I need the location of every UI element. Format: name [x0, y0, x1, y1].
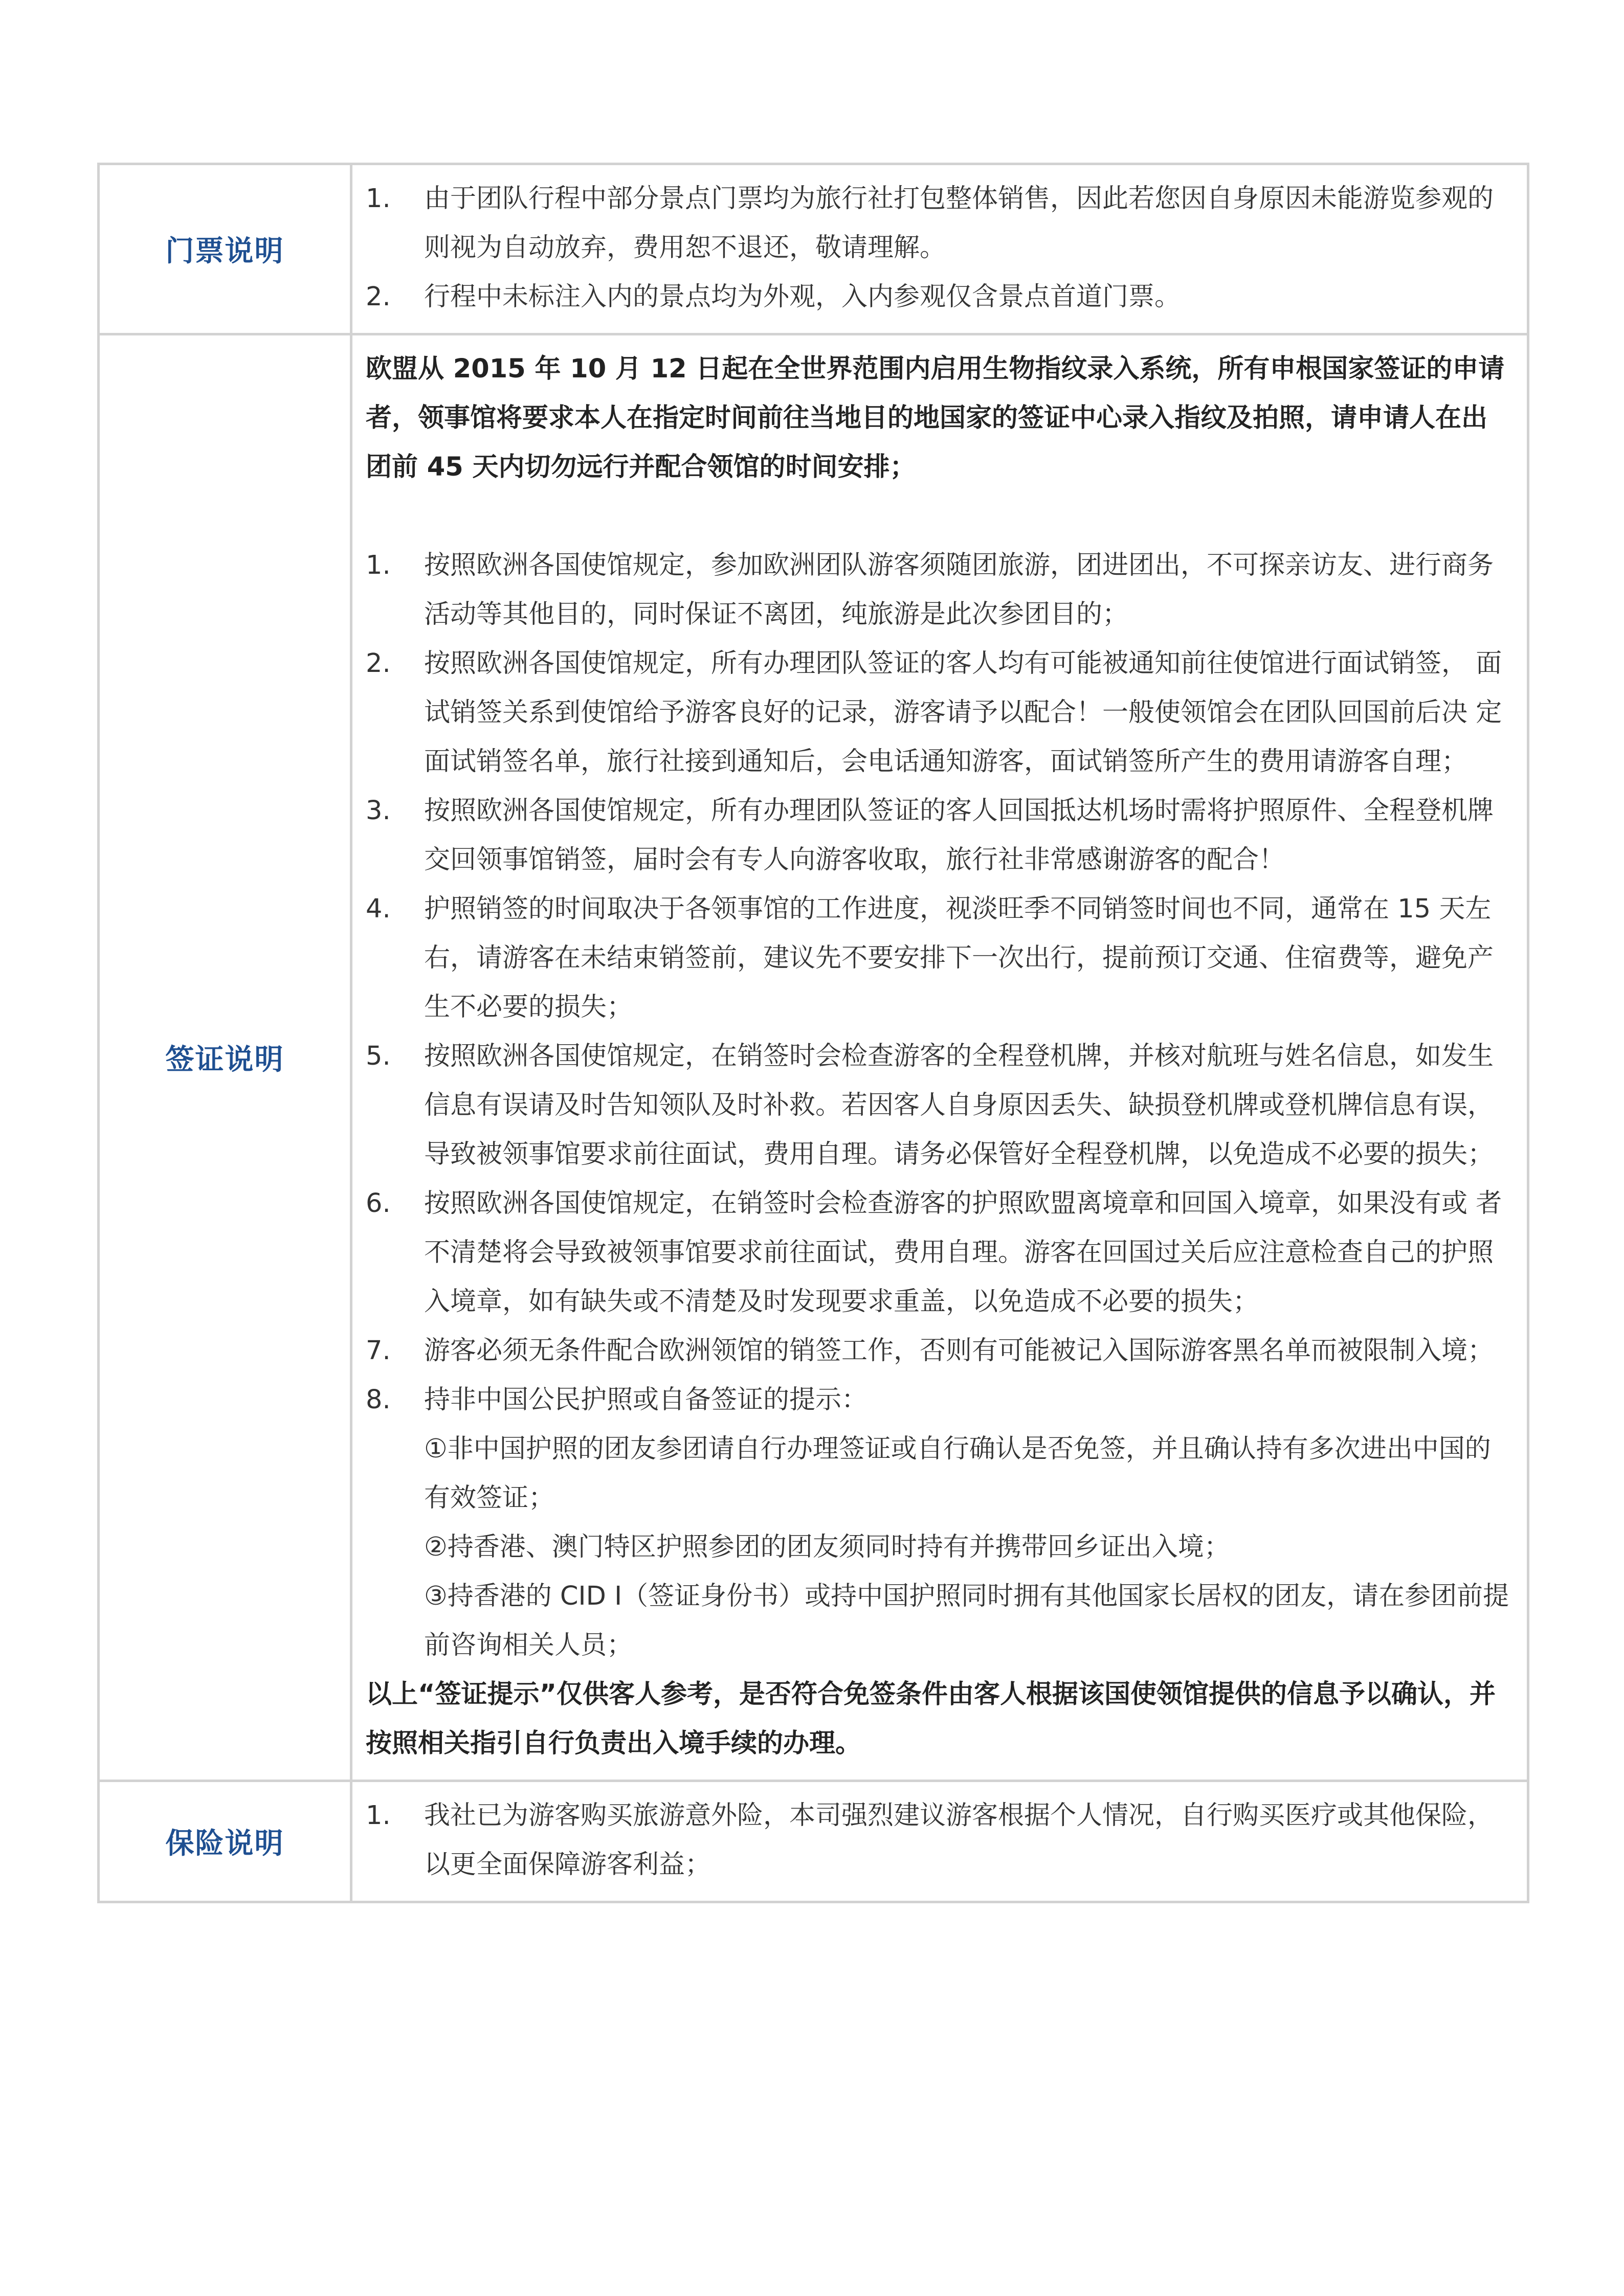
section-tickets [99, 164, 1528, 334]
list-item [366, 1376, 1512, 1425]
section-label-cell [99, 334, 351, 1781]
item-number: 7. [366, 1336, 391, 1366]
item-number: 8. [366, 1385, 391, 1415]
item-text: 护照销签的时间取决于各领事馆的工作进度，视淡旺季不同销签时间也不同，通常在 15 天左右，请游客在未结束销签前，建议先不要安排下一次出行，提前预订交通、住宿费等，避免产生不必要的损失； [424, 894, 1494, 1022]
item-text: 游客必须无条件配合欧洲领馆的销签工作，否则有可能被记入国际游客黑名单而被限制入境； [424, 1336, 1494, 1366]
item-number: 2. [366, 282, 391, 312]
spacer [366, 492, 1512, 541]
list-item [366, 541, 1512, 639]
item-text: 行程中未标注入内的景点均为外观，入内参观仅含景点首道门票。 [424, 282, 1181, 312]
visa-closing-note: 以上“签证提示”仅供客人参考，是否符合免签条件由客人根据该国使领馆提供的信息予以确认，并按照相关指引自行负责出入境手续的办理。 [366, 1679, 1496, 1759]
item-text: 按照欧洲各国使馆规定，所有办理团队签证的客人均有可能被通知前往使馆进行面试销签， 面试销签关系到使馆给予游客良好的记录，游客请予以配合！一般使领馆会在团队回国前后决 定面试销签名单，旅行社接到通知后，会电话通知游客，面试销签所产生的费用请游客自理； [424, 648, 1502, 777]
item-text: 由于团队行程中部分景点门票均为旅行社打包整体销售，因此若您因自身原因未能游览参观的则视为自动放弃，费用恕不退还，敬请理解。 [424, 184, 1494, 263]
list-item [366, 639, 1512, 786]
item-text: 我社已为游客购买旅游意外险，本司强烈建议游客根据个人情况，自行购买医疗或其他保险，以更全面保障游客利益； [424, 1800, 1494, 1880]
section-label: 保险说明 [165, 1827, 284, 1860]
item-number: 2. [366, 648, 391, 679]
sub-item: ③持香港的 CID I（签证身份书）或持中国护照同时拥有其他国家长居权的团友，请在参团前提前咨询相关人员； [424, 1581, 1509, 1660]
list-item [366, 1032, 1512, 1179]
section-content [351, 164, 1528, 334]
sub-item: ②持香港、澳门特区护照参团的团友须同时持有并携带回乡证出入境； [424, 1532, 1230, 1562]
section-content [351, 1781, 1528, 1902]
list-item [366, 1326, 1512, 1376]
sub-item: ①非中国护照的团友参团请自行办理签证或自行确认是否免签，并且确认持有多次进出中国的有效签证； [424, 1434, 1491, 1513]
item-number: 4. [366, 894, 391, 924]
list-item [366, 1791, 1512, 1889]
item-number: 1. [366, 184, 391, 214]
item-number: 1. [366, 550, 391, 580]
item-text: 按照欧洲各国使馆规定，所有办理团队签证的客人回国抵达机场时需将护照原件、全程登机牌交回领事馆销签，届时会有专人向游客收取，旅行社非常感谢游客的配合！ [424, 796, 1494, 875]
list-item [366, 786, 1512, 885]
item-number: 5. [366, 1041, 391, 1071]
list-item [366, 885, 1512, 1032]
list-item [366, 1179, 1512, 1326]
section-content [351, 334, 1528, 1781]
item-text: 按照欧洲各国使馆规定，在销签时会检查游客的护照欧盟离境章和回国入境章，如果没有或 者不清楚将会导致被领事馆要求前往面试，费用自理。游客在回国过关后应注意检查自己的护照入境章，如有缺失或不清楚及时发现要求重盖，以免造成不必要的损失； [424, 1188, 1502, 1317]
section-label-cell [99, 1781, 351, 1902]
item-number: 1. [366, 1800, 391, 1831]
list-item [366, 273, 1512, 322]
item-text: 按照欧洲各国使馆规定，在销签时会检查游客的全程登机牌，并核对航班与姓名信息，如发生信息有误请及时告知领队及时补救。若因客人自身原因丢失、缺损登机牌或登机牌信息有误， 导致被领事馆要求前往面试，费用自理。请务必保管好全程登机牌，以免造成不必要的损失； [424, 1041, 1494, 1169]
section-label-cell [99, 164, 351, 334]
item-text: 持非中国公民护照或自备签证的提示： [424, 1385, 868, 1415]
list-item [366, 174, 1512, 273]
section-visa [99, 334, 1528, 1781]
section-label: 门票说明 [165, 235, 284, 268]
section-label: 签证说明 [165, 1043, 284, 1076]
info-table [97, 163, 1529, 1903]
item-number: 3. [366, 796, 391, 826]
visa-intro: 欧盟从 2015 年 10 月 12 日起在全世界范围内启用生物指纹录入系统，所有申根国家签证的申请者，领事馆将要求本人在指定时间前往当地目的地国家的签证中心录入指纹及拍照，请申请人在出团前 45 天内切勿远行并配合领馆的时间安排； [366, 354, 1505, 482]
item-text: 按照欧洲各国使馆规定，参加欧洲团队游客须随团旅游，团进团出，不可探亲访友、进行商务活动等其他目的，同时保证不离团，纯旅游是此次参团目的； [424, 550, 1494, 629]
item-number: 6. [366, 1188, 391, 1219]
section-insurance [99, 1781, 1528, 1902]
